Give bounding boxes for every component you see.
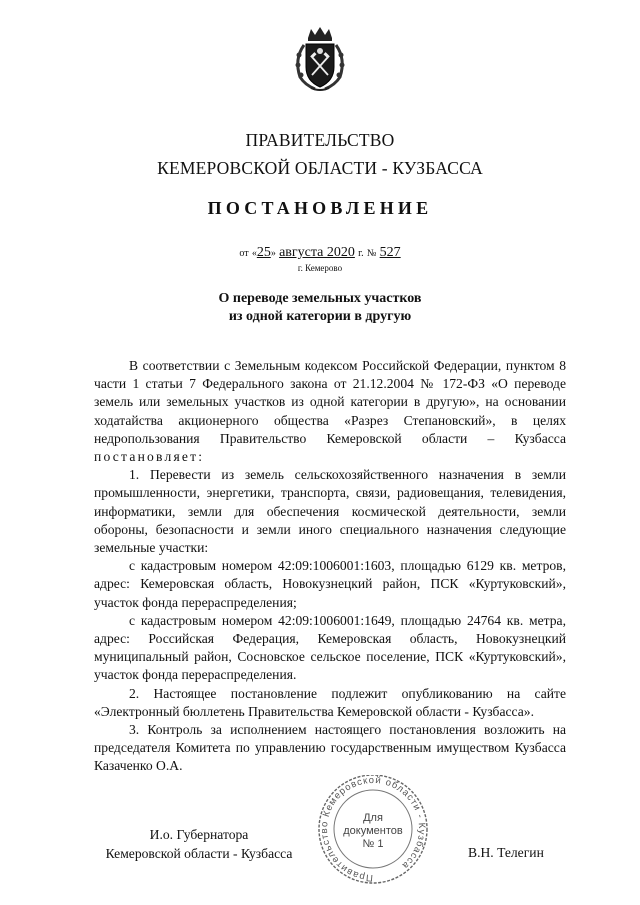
year-suffix: г.: [358, 248, 364, 259]
open-quote: «: [251, 248, 257, 259]
intro-paragraph: [94, 357, 566, 466]
city-name: г. Кемерово: [297, 263, 343, 273]
document-body: [94, 357, 566, 776]
date-month-year: августа 2020: [279, 245, 355, 260]
stamp-ring-text: Правительство Кемеровской области - Кузбасса: [318, 775, 428, 884]
item-1-parcel-b: с кадастровым номером 42:09:1006001:1649, площадью 24764 кв. метра, адрес: Российская Федерация, Кемеровская область, Новокузнецкий муниципальный район, Сосновское сельское поселение, ПСК «Куртуковский», участок фонда перераспределения.: [94, 612, 566, 683]
coat-of-arms-icon: [291, 25, 349, 93]
position-line2: Кемеровской области - Кузбасса: [105, 845, 293, 861]
official-stamp: [303, 775, 443, 887]
item-3: 3. Контроль за исполнением настоящего постановления возложить на председателя Комитета по управлению государственным имуществом Кузбасса Казаченко О.А.: [94, 722, 566, 774]
government-name-line1: ПРАВИТЕЛЬСТВО: [245, 130, 395, 150]
government-name-line2: КЕМЕРОВСКОЙ ОБЛАСТИ - КУЗБАССА: [157, 158, 483, 178]
document-type: ПОСТАНОВЛЕНИЕ: [207, 198, 433, 218]
date-number-line: [0, 244, 640, 261]
intro-text: В соответствии с Земельным кодексом Российской Федерации, пунктом 8 части 1 статьи 7 Федерального закона от 21.12.2004 № 172-ФЗ «О переводе земель или земельных участков из одной категории в другую», на основании ходатайства акционерного общества «Разрез Степановский», в целях недропользования Правительство Кемеровской области – Кузбасса: [94, 358, 566, 446]
document-number: 527: [379, 245, 401, 260]
number-sign: №: [366, 248, 377, 259]
stamp-line1: Для: [363, 812, 383, 824]
date-prefix: от: [239, 248, 249, 259]
document-title-line2: из одной категории в другую: [228, 309, 412, 324]
stamp-line2: документов: [343, 825, 403, 837]
signatory-name: В.Н. Телегин: [468, 845, 544, 860]
resolves-word: постановляет:: [94, 449, 205, 465]
item-1-parcel-a: с кадастровым номером 42:09:1006001:1603, площадью 6129 кв. метров, адрес: Кемеровская область, Новокузнецкий район, ПСК «Куртуковский», участок фонда перераспределения;: [94, 558, 566, 610]
item-1: 1. Перевести из земель сельскохозяйственного назначения в земли промышленности, энергетики, транспорта, связи, радиовещания, телевидения, информатики, земли для обеспечения космической деятельности, земли обороны, безопасности и земли иного специального назначения следующие земельные участки:: [94, 467, 566, 556]
item-2: 2. Настоящее постановление подлежит опубликованию на сайте «Электронный бюллетень Правительства Кемеровской области - Кузбасса».: [94, 685, 566, 719]
close-quote: »: [270, 248, 276, 259]
date-day: 25: [256, 245, 271, 260]
document-title-line1: О переводе земельных участков: [218, 291, 422, 306]
signatory-position: [94, 826, 304, 863]
stamp-line3: № 1: [362, 838, 384, 850]
position-line1: И.о. Губернатора: [149, 827, 249, 842]
